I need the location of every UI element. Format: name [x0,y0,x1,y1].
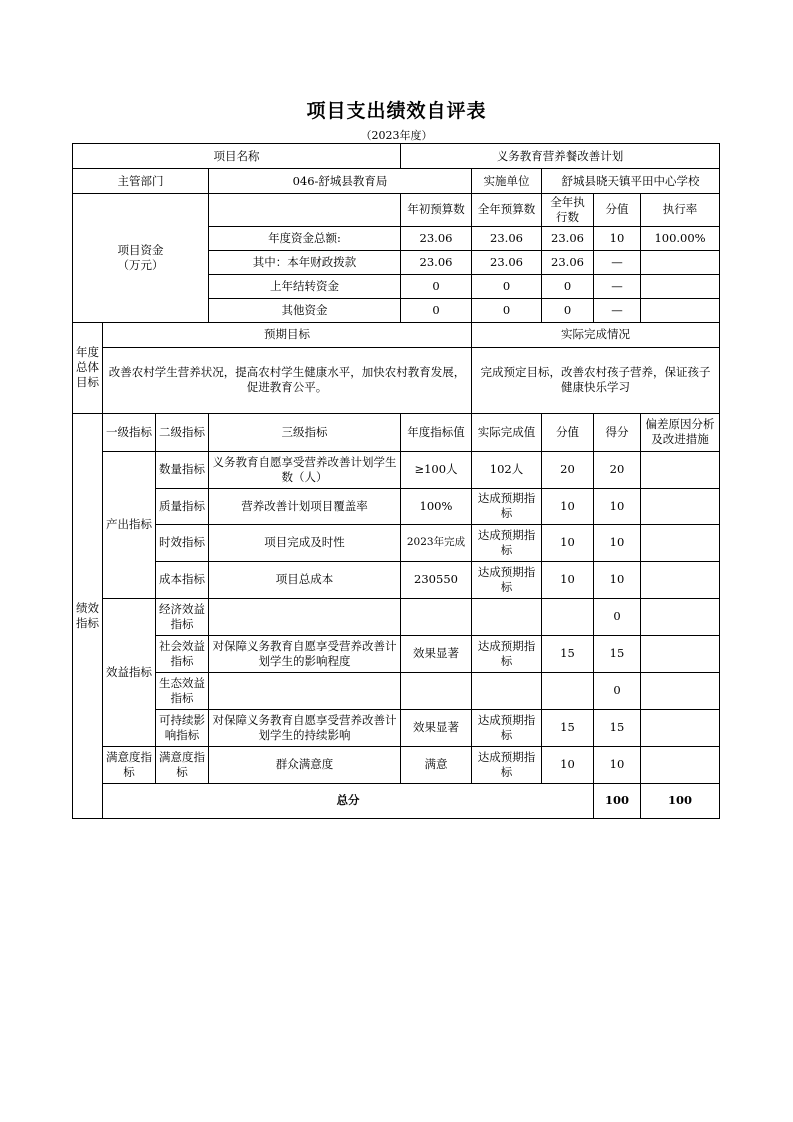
funds-initial: 23.06 [401,226,472,250]
perf-note [641,635,720,672]
perf-level2: 时效指标 [156,524,209,561]
perf-level2: 生态效益指标 [156,672,209,709]
perf-score: 10 [594,524,641,561]
output-indicators-label: 产出指标 [103,451,156,598]
perf-score-value: 10 [542,524,594,561]
implementing-unit-value: 舒城县晓天镇平田中心学校 [542,169,720,194]
perf-header-target: 年度指标值 [401,413,472,451]
perf-actual: 达成预期指标 [472,488,542,524]
perf-score-value: 10 [542,488,594,524]
perf-actual: 达成预期指标 [472,709,542,746]
perf-target: 230550 [401,561,472,598]
goals-content-row [73,347,720,413]
perf-note [641,746,720,783]
funds-rate [641,298,720,322]
perf-actual: 达成预期指标 [472,635,542,672]
perf-actual: 达成预期指标 [472,561,542,598]
funds-header-annual: 全年预算数 [472,194,542,227]
perf-score: 10 [594,746,641,783]
perf-row [73,451,720,488]
perf-level3 [209,598,401,635]
department-value: 046-舒城县教育局 [209,169,472,194]
perf-target [401,598,472,635]
page-title: 项目支出绩效自评表 [306,100,487,122]
funds-initial: 0 [401,298,472,322]
perf-level3 [209,672,401,709]
funds-header-executed: 全年执行数 [542,194,594,227]
performance-indicators-label: 绩效 指标 [73,413,103,818]
expected-goals-text: 改善农村学生营养状况，提高农村学生健康水平，加快农村教育发展，促进教育公平。 [103,347,472,413]
department-label: 主管部门 [73,169,209,194]
funds-header-score-value: 分值 [594,194,641,227]
perf-level2: 可持续影响指标 [156,709,209,746]
perf-level2: 成本指标 [156,561,209,598]
perf-header-actual: 实际完成值 [472,413,542,451]
funds-initial: 23.06 [401,250,472,274]
funds-rate: 100.00% [641,226,720,250]
funds-row-label: 其中：本年财政拨款 [209,250,401,274]
perf-note [641,524,720,561]
funds-row-label: 其他资金 [209,298,401,322]
perf-note [641,598,720,635]
actual-completion-text: 完成预定目标，改善农村孩子营养，保证孩子健康快乐学习 [472,347,720,413]
perf-target: 2023年完成 [401,524,472,561]
perf-row [73,746,720,783]
perf-row [73,672,720,709]
funds-annual: 23.06 [472,250,542,274]
perf-header-score: 得分 [594,413,641,451]
perf-score-value: 15 [542,709,594,746]
perf-row [73,635,720,672]
perf-level2: 社会效益指标 [156,635,209,672]
annual-goals-label: 年度 总体 目标 [73,322,103,413]
funds-score-value: — [594,274,641,298]
perf-score-value [542,598,594,635]
perf-header-level3: 三级指标 [209,413,401,451]
funds-rate [641,250,720,274]
total-score-value: 100 [594,783,641,818]
perf-row [73,561,720,598]
perf-level2: 满意度指标 [156,746,209,783]
perf-level3: 对保障义务教育自愿享受营养改善计划学生的持续影响 [209,709,401,746]
funds-executed: 23.06 [542,250,594,274]
perf-row [73,524,720,561]
perf-score-value: 10 [542,561,594,598]
perf-score: 10 [594,488,641,524]
perf-row [73,598,720,635]
funds-header-initial: 年初预算数 [401,194,472,227]
perf-header-score-value: 分值 [542,413,594,451]
perf-actual [472,672,542,709]
perf-target: 效果显著 [401,709,472,746]
perf-row [73,709,720,746]
perf-actual: 102人 [472,451,542,488]
perf-target: 效果显著 [401,635,472,672]
funds-row-label: 年度资金总额: [209,226,401,250]
perf-score: 10 [594,561,641,598]
perf-level2: 数量指标 [156,451,209,488]
perf-score: 15 [594,709,641,746]
perf-note [641,488,720,524]
perf-level3: 对保障义务教育自愿享受营养改善计划学生的影响程度 [209,635,401,672]
perf-score: 15 [594,635,641,672]
implementing-unit-label: 实施单位 [472,169,542,194]
funds-score-value: — [594,298,641,322]
perf-score: 20 [594,451,641,488]
funds-executed: 0 [542,274,594,298]
perf-note [641,672,720,709]
perf-target [401,672,472,709]
total-label: 总分 [103,783,594,818]
department-row [73,169,720,194]
project-name-value: 义务教育营养餐改善计划 [401,144,720,169]
total-row [73,783,720,818]
perf-header-level2: 二级指标 [156,413,209,451]
total-score: 100 [641,783,720,818]
project-funds-label: 项目资金 （万元） [73,194,209,323]
perf-score-value: 20 [542,451,594,488]
funds-annual: 0 [472,298,542,322]
perf-target: 100% [401,488,472,524]
funds-header-rate: 执行率 [641,194,720,227]
perf-actual [472,598,542,635]
perf-target: ≥100人 [401,451,472,488]
perf-actual: 达成预期指标 [472,524,542,561]
perf-level2: 经济效益指标 [156,598,209,635]
project-name-label: 项目名称 [73,144,401,169]
project-name-row [73,144,720,169]
satisfaction-indicators-label: 满意度指 标 [103,746,156,783]
page-subtitle: （2023年度） [360,129,433,142]
perf-score-value: 15 [542,635,594,672]
perf-score: 0 [594,598,641,635]
funds-row-label: 上年结转资金 [209,274,401,298]
goals-header-row [73,322,720,347]
actual-completion-label: 实际完成情况 [472,322,720,347]
funds-score-value: — [594,250,641,274]
perf-row [73,488,720,524]
perf-target: 满意 [401,746,472,783]
funds-header-row [73,194,720,227]
perf-score: 0 [594,672,641,709]
perf-note [641,709,720,746]
funds-executed: 0 [542,298,594,322]
perf-score-value: 10 [542,746,594,783]
expected-goals-label: 预期目标 [103,322,472,347]
perf-header-row [73,413,720,451]
perf-header-deviation: 偏差原因分析 及改进措施 [641,413,720,451]
funds-header-blank [209,194,401,227]
benefit-indicators-label: 效益指标 [103,598,156,746]
self-evaluation-table [72,143,720,819]
perf-note [641,451,720,488]
funds-annual: 0 [472,274,542,298]
funds-rate [641,274,720,298]
perf-score-value [542,672,594,709]
perf-actual: 达成预期指标 [472,746,542,783]
perf-header-level1: 一级指标 [103,413,156,451]
perf-level3: 项目总成本 [209,561,401,598]
perf-level3: 群众满意度 [209,746,401,783]
funds-score-value: 10 [594,226,641,250]
funds-executed: 23.06 [542,226,594,250]
funds-initial: 0 [401,274,472,298]
funds-annual: 23.06 [472,226,542,250]
perf-level2: 质量指标 [156,488,209,524]
perf-level3: 项目完成及时性 [209,524,401,561]
perf-note [641,561,720,598]
perf-level3: 义务教育自愿享受营养改善计划学生数（人） [209,451,401,488]
perf-level3: 营养改善计划项目覆盖率 [209,488,401,524]
